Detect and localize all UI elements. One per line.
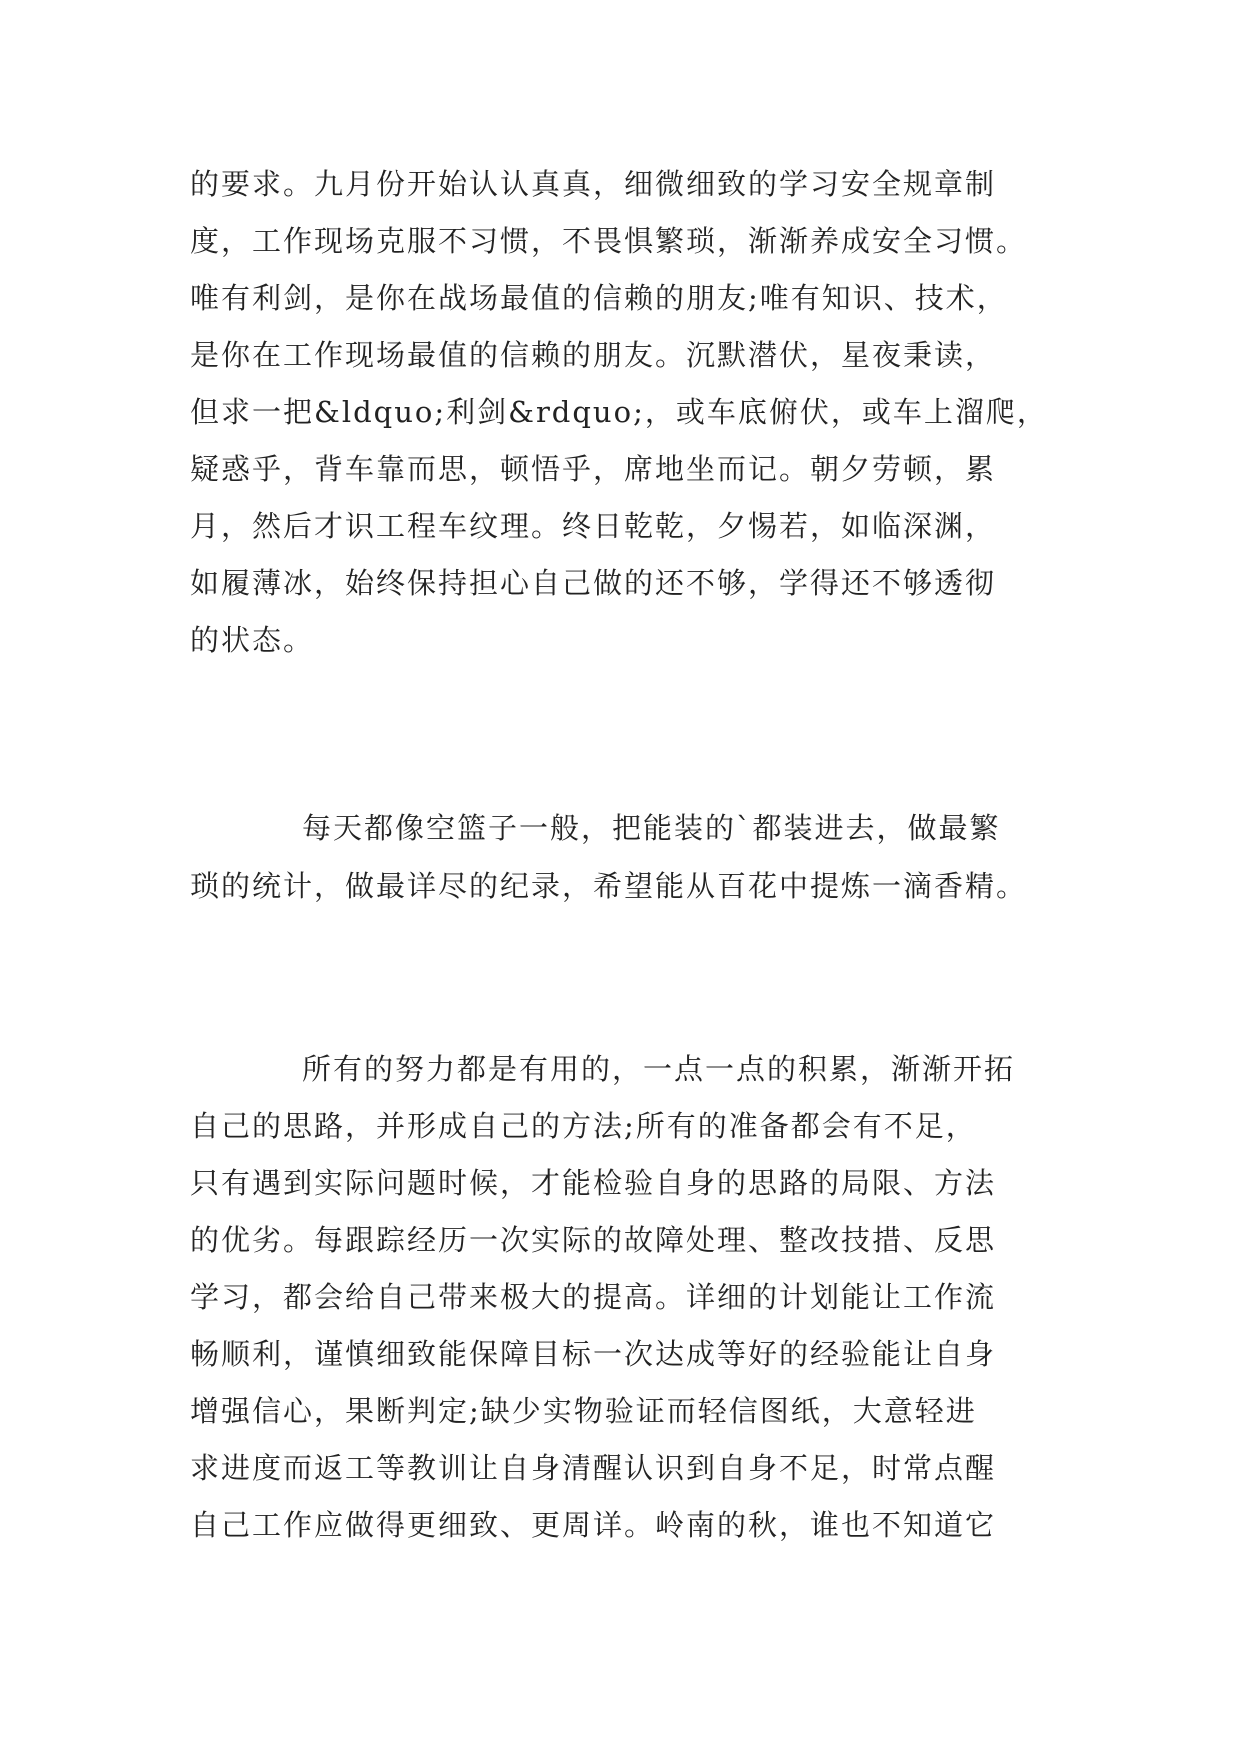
text-line: 但求一把&ldquo;利剑&rdquo;，或车底俯伏，或车上溜爬， <box>190 395 1048 429</box>
text-line: 只有遇到实际问题时候，才能检验自身的思路的局限、方法 <box>190 1166 997 1200</box>
text-line: 畅顺利，谨慎细致能保障目标一次达成等好的经验能让自身 <box>190 1337 997 1371</box>
text-line: 自己的思路，并形成自己的方法;所有的准备都会有不足， <box>190 1109 977 1143</box>
text-line: 学习，都会给自己带来极大的提高。详细的计划能让工作流 <box>190 1280 997 1314</box>
text-line: 的要求。九月份开始认认真真，细微细致的学习安全规章制 <box>190 167 997 201</box>
text-line: 唯有利剑，是你在战场最值的信赖的朋友;唯有知识、技术， <box>190 281 1008 315</box>
text-line: 每天都像空篮子一般，把能装的`都装进去，做最繁 <box>302 811 1001 845</box>
text-line: 琐的统计，做最详尽的纪录，希望能从百花中提炼一滴香精。 <box>190 869 1028 903</box>
text-line: 的状态。 <box>190 623 315 657</box>
text-line: 所有的努力都是有用的，一点一点的积累，渐渐开拓 <box>302 1052 1016 1086</box>
text-line: 月，然后才识工程车纹理。终日乾乾，夕惕若，如临深渊， <box>190 509 997 543</box>
text-line: 自己工作应做得更细致、更周详。岭南的秋，谁也不知道它 <box>190 1508 997 1542</box>
text-line: 的优劣。每跟踪经历一次实际的故障处理、整改技措、反思 <box>190 1223 997 1257</box>
text-line: 是你在工作现场最值的信赖的朋友。沉默潜伏，星夜秉读， <box>190 338 997 372</box>
text-line: 求进度而返工等教训让自身清醒认识到自身不足，时常点醒 <box>190 1451 997 1485</box>
text-line: 增强信心，果断判定;缺少实物验证而轻信图纸，大意轻进 <box>190 1394 977 1428</box>
text-line: 如履薄冰，始终保持担心自己做的还不够，学得还不够透彻 <box>190 566 997 600</box>
text-line: 度，工作现场克服不习惯，不畏惧繁琐，渐渐养成安全习惯。 <box>190 224 1028 258</box>
text-line: 疑惑乎，背车靠而思，顿悟乎，席地坐而记。朝夕劳顿，累 <box>190 452 997 486</box>
